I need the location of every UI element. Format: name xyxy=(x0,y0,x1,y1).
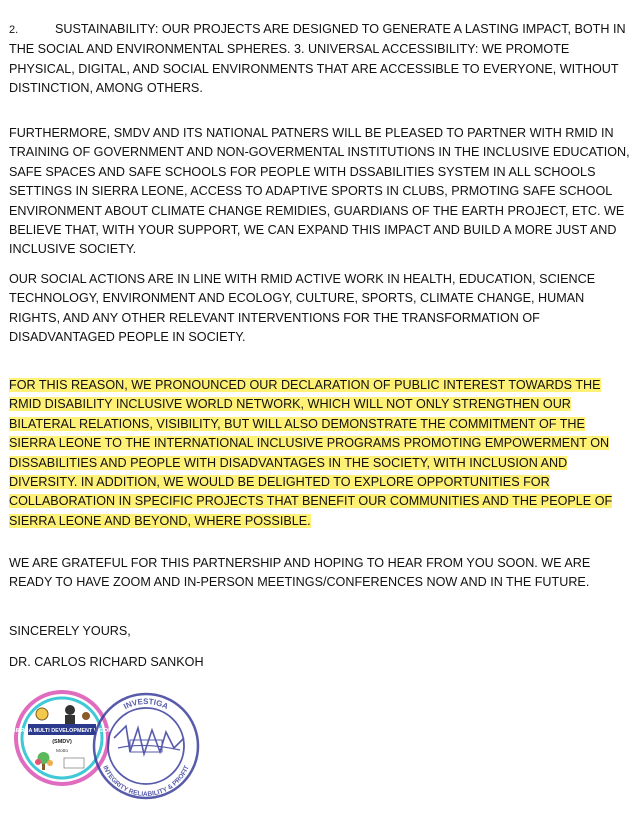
paragraph-gratitude xyxy=(9,554,631,593)
paragraph-text: OUR SOCIAL ACTIONS ARE IN LINE WITH RMID ACTIVE WORK IN HEALTH, EDUCATION, SCIENCE TECHNOLOGY, ENVIRONMENT AND ECOLOGY, CULTURE, SPORTS, CLIMATE CHANGE, HUMAN RIGHTS, AND ANY OTHER RELEVANT INTERVENTIONS FOR THE TRANSFORMATION OF DISADVANTAGED PEOPLE IN SOCIETY. xyxy=(9,272,596,345)
paragraph-text: SUSTAINABILITY: OUR PROJECTS ARE DESIGNED TO GENERATE A LASTING IMPACT, BOTH IN THE SOCIAL AND ENVIRONMENTAL SPHERES. 3. UNIVERSAL ACCESSIBILITY: WE PROMOTE PHYSICAL, DIGITAL, AND SOCIAL ENVIRONMENTS THAT ARE ACCESSIBLE TO EVERYONE, WITHOUT DISTINCTION, AMONG OTHERS. xyxy=(9,22,626,96)
signatory-name xyxy=(9,653,631,672)
list-number: 2. xyxy=(9,24,19,36)
closing-text: SINCERELY YOURS, xyxy=(9,624,131,638)
paragraph-text: WE ARE GRATEFUL FOR THIS PARTNERSHIP AND HOPING TO HEAR FROM YOU SOON. WE ARE READY TO HAVE ZOOM AND IN-PERSON MEETINGS/CONFERENCES NOW AND IN THE FUTURE. xyxy=(9,556,591,590)
investigation-stamp xyxy=(94,694,198,798)
paragraph-sustainability xyxy=(9,20,631,99)
stamp-top-text: INVESTIGA xyxy=(122,696,170,712)
smdv-stamp xyxy=(14,692,112,784)
signatory-text: DR. CARLOS RICHARD SANKOH xyxy=(9,655,204,669)
paragraph-declaration-highlighted xyxy=(9,376,631,531)
stamp-bottom-text: INTEGRITY RELIABILITY & PROFIT xyxy=(101,764,191,799)
smdv-stamp-acronym: (SMDV) xyxy=(52,739,72,745)
smdv-stamp-motto: Motto xyxy=(56,749,68,754)
official-stamps xyxy=(14,686,214,806)
highlighted-text: FOR THIS REASON, WE PRONOUNCED OUR DECLARATION OF PUBLIC INTEREST TOWARDS THE RMID DISABILITY INCLUSIVE WORLD NETWORK, WHICH WILL NOT ONLY STRENGTHEN OUR BILATERAL RELATIONS, VISIBILITY, BUT WILL ALSO DEMONSTRATE THE COMMITMENT OF THE SIERRA LEONE TO THE INTERNATIONAL INCLUSIVE PROGRAMS PROMOTING EMPOWERMENT ON DISSABILITIES AND PEOPLE WITH DISADVANTAGES IN THE SOCIETY, WITH INCLUSION AND DIVERSITY. IN ADDITION, WE WOULD BE DELIGHTED TO EXPLORE OPPORTUNITIES FOR COLLABORATION IN SPECIFIC PROJECTS THAT BENEFIT OUR COMMUNITIES AND THE PEOPLE OF SIERRA LEONE AND BEYOND, WHERE POSSIBLE. xyxy=(9,378,613,528)
paragraph-social-actions xyxy=(9,270,631,348)
closing-salutation xyxy=(9,622,631,641)
smdv-stamp-title: SIERRA MULTI DEVELOPMENT VISION xyxy=(14,728,113,734)
svg-text:INTEGRITY RELIABILITY & PROFIT xyxy=(101,765,190,798)
paragraph-partnership-training xyxy=(9,124,631,260)
svg-text:INVESTIGA xyxy=(122,697,170,711)
paragraph-text: FURTHERMORE, SMDV AND ITS NATIONAL PATNERS WILL BE PLEASED TO PARTNER WITH RMID IN TRAINING OF GOVERNMENT AND NON-GOVERMENTAL INSTITUTIONS IN THE INCLUSIVE EDUCATION, SAFE SPACES AND SAFE SCHOOLS FOR PEOPLE WITH DSSABILITIES SYSTEM IN ALL SCHOOLS SETTINGS IN SIERRA LEONE, ACCESS TO ADAPTIVE SPORTS IN CLUBS, PRMOTING SAFE SCHOOL ENVIRONMENT ABOUT CLIMATE CHANGE REMIDIES, GUARDIANS OF THE EARTH PROJECT, ETC. WE BELIEVE THAT, WITH YOUR SUPPORT, WE CAN EXPAND THIS IMPACT AND BUILD A MORE JUST AND INCLUSIVE SOCIETY. xyxy=(9,126,630,257)
